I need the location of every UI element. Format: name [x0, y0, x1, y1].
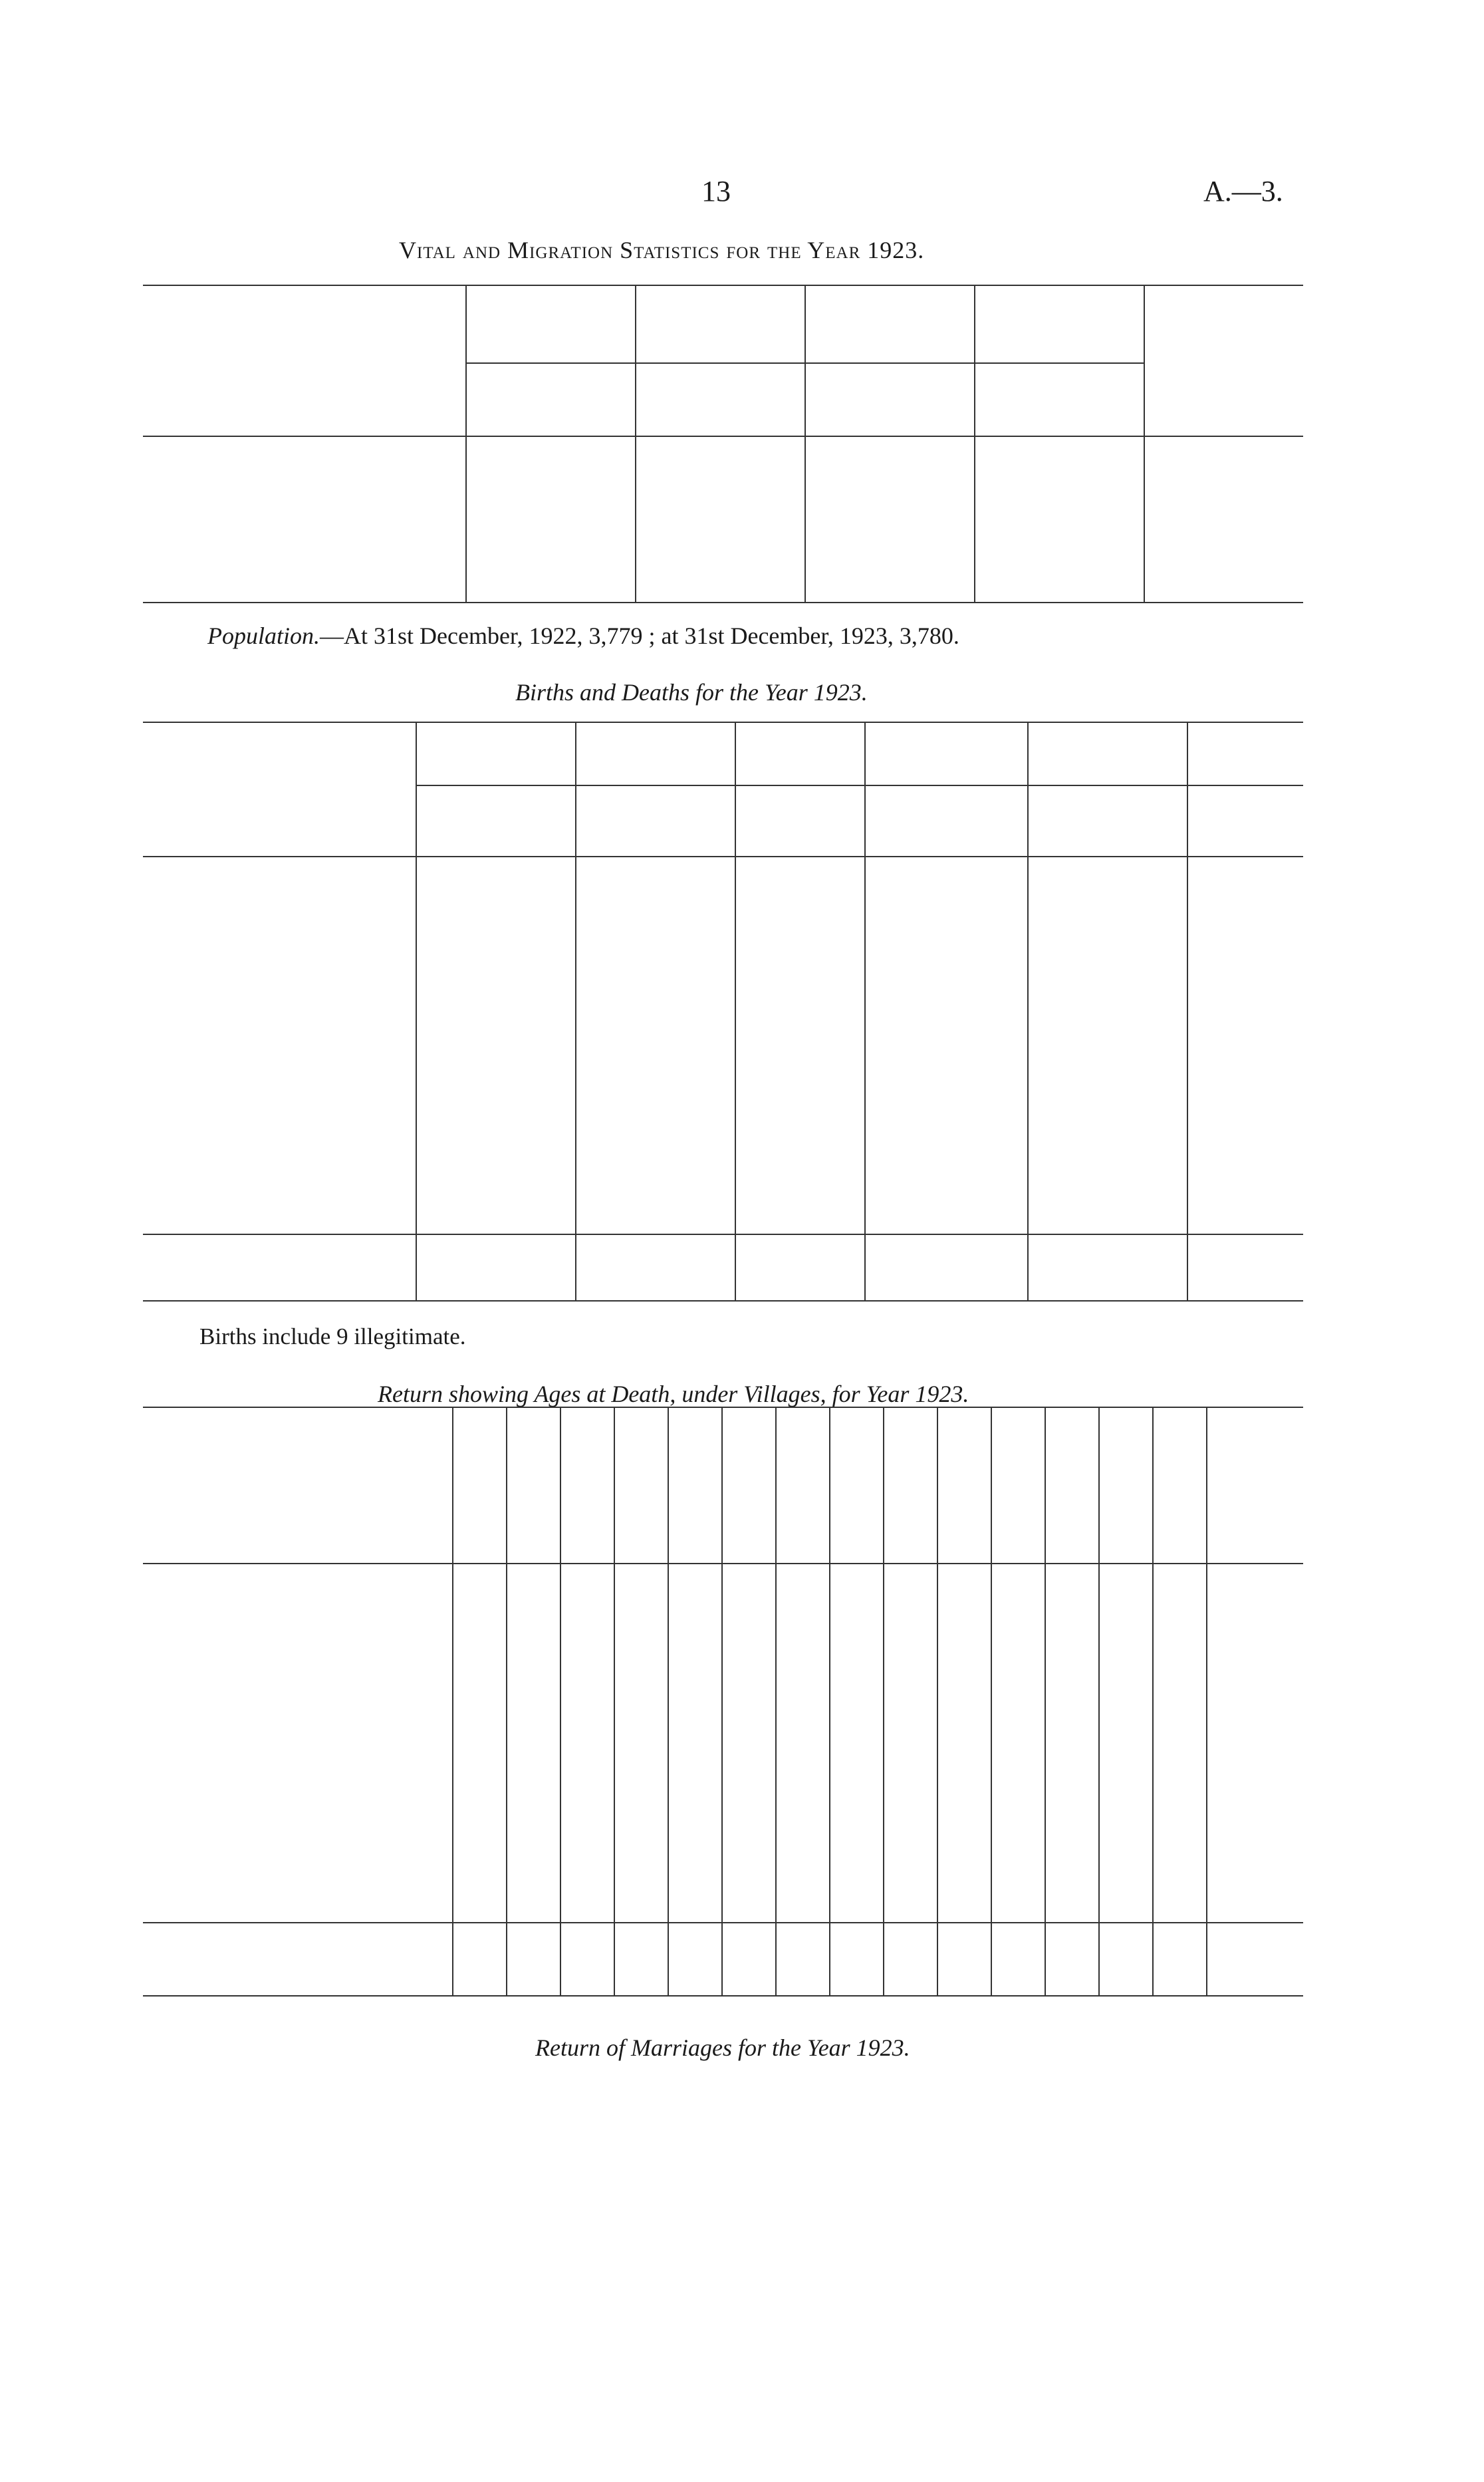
page-number: 13 [701, 175, 731, 207]
table-bottom-rule [143, 1995, 1303, 1997]
header-bottom-rule [143, 1563, 1303, 1564]
column-rule [721, 1407, 723, 1995]
population-note [207, 622, 959, 650]
column-rule [1187, 722, 1188, 1300]
column-rule [829, 1407, 830, 1995]
vital-table-title: Vital and Migration Statistics for the Year 1923. [399, 237, 925, 263]
column-rule [575, 722, 576, 1300]
column-rule [735, 722, 736, 1300]
column-rule [416, 722, 417, 1300]
column-rule [991, 1407, 992, 1995]
column-rule [1027, 722, 1029, 1300]
column-rule [1098, 1407, 1100, 1995]
header-bottom-rule [143, 856, 1303, 857]
column-rule [775, 1407, 777, 1995]
population-text: —At 31st December, 1922, 3,779 ; at 31st December, 1923, 3,780. [320, 622, 959, 649]
population-label: Population. [207, 622, 320, 649]
document-reference: A.—3. [1203, 175, 1283, 207]
illegitimate-note: Births include 9 illegitimate. [199, 1323, 466, 1349]
table-top-rule [143, 722, 1303, 723]
table-top-rule [143, 1407, 1303, 1408]
column-rule [1045, 1407, 1046, 1995]
column-rule [614, 1407, 615, 1995]
column-rule [1144, 285, 1145, 602]
marriages-title: Return of Marriages for the Year 1923. [535, 2034, 910, 2061]
column-rule [560, 1407, 561, 1995]
header-bottom-rule [143, 436, 1303, 437]
column-rule [635, 285, 636, 602]
ages-table-title: Return showing Ages at Death, under Villages, for Year 1923. [378, 1381, 969, 1407]
table-bottom-rule [143, 1300, 1303, 1302]
column-rule [804, 285, 806, 602]
column-rule [937, 1407, 938, 1995]
births-deaths-title: Births and Deaths for the Year 1923. [515, 679, 868, 706]
totals-rule [143, 1922, 1303, 1923]
column-rule [452, 1407, 453, 1995]
column-rule [864, 722, 866, 1300]
column-rule [1152, 1407, 1154, 1995]
column-rule [506, 1407, 507, 1995]
column-rule [883, 1407, 884, 1995]
column-rule [1206, 1407, 1207, 1995]
column-rule [465, 285, 467, 602]
table-top-rule [143, 285, 1303, 286]
totals-rule [143, 1234, 1303, 1235]
subheader-rule [416, 785, 1303, 786]
table-bottom-rule [143, 602, 1303, 603]
column-rule [974, 285, 975, 602]
column-rule [668, 1407, 669, 1995]
